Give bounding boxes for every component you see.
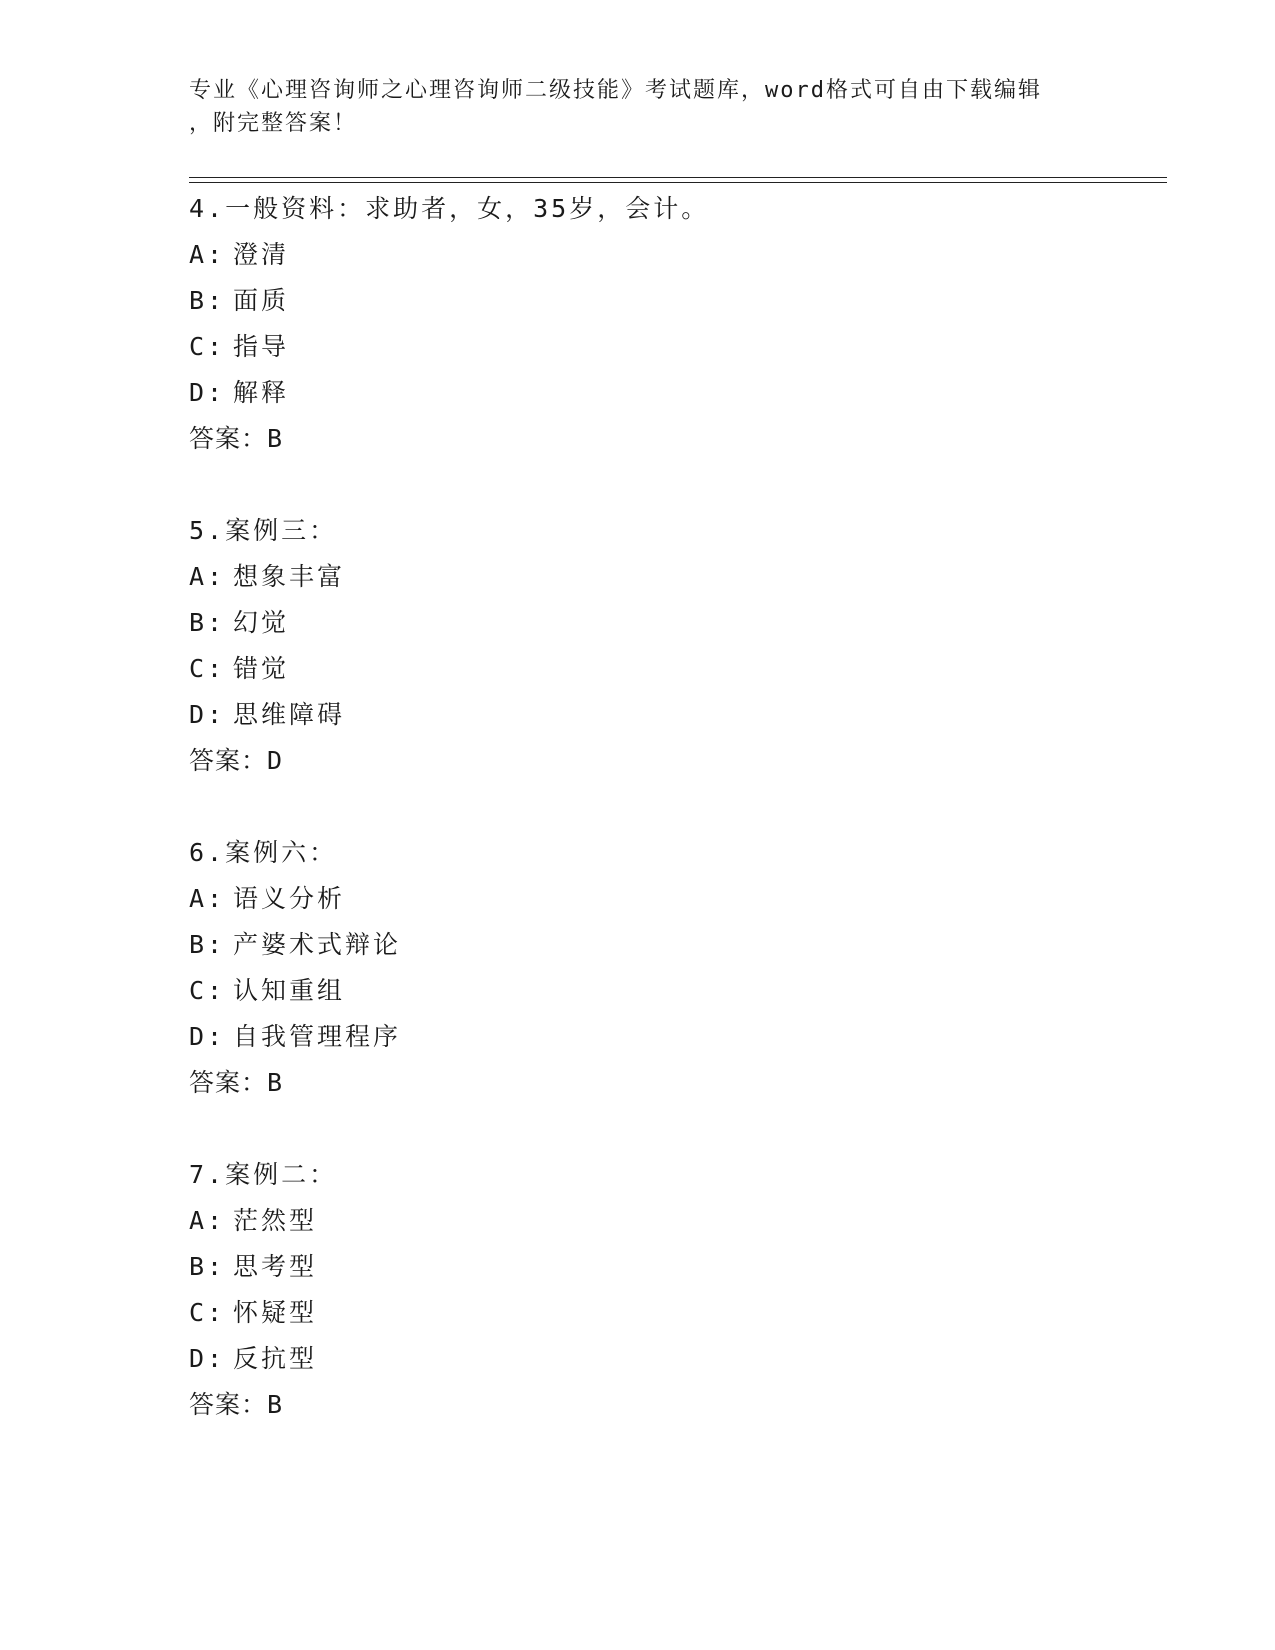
option-letter: B: bbox=[189, 930, 226, 959]
option-a bbox=[189, 232, 709, 278]
option-letter: B: bbox=[189, 286, 226, 315]
question-block bbox=[189, 830, 401, 1106]
option-text: 语义分析 bbox=[233, 884, 346, 913]
option-a bbox=[189, 554, 345, 600]
question-block bbox=[189, 186, 709, 462]
option-letter: A: bbox=[189, 562, 226, 591]
option-a bbox=[189, 876, 401, 922]
option-text: 幻觉 bbox=[233, 608, 290, 637]
answer-line bbox=[189, 1382, 337, 1428]
question-block bbox=[189, 508, 345, 784]
header-line-2: ，附完整答案！ bbox=[189, 111, 358, 136]
option-c bbox=[189, 968, 401, 1014]
option-letter: C: bbox=[189, 976, 226, 1005]
option-letter: A: bbox=[189, 1206, 226, 1235]
answer-value: D bbox=[267, 746, 285, 775]
option-text: 认知重组 bbox=[233, 976, 346, 1005]
header-divider-top bbox=[189, 177, 1167, 178]
option-text: 面质 bbox=[233, 286, 290, 315]
option-letter: C: bbox=[189, 654, 226, 683]
question-stem: 4.一般资料：求助者，女，35岁，会计。 bbox=[189, 194, 710, 223]
answer-line bbox=[189, 738, 345, 784]
option-text: 自我管理程序 bbox=[233, 1022, 402, 1051]
option-text: 产婆术式辩论 bbox=[233, 930, 402, 959]
question-stem: 7.案例二： bbox=[189, 1160, 338, 1189]
option-b bbox=[189, 1244, 337, 1290]
option-text: 解释 bbox=[233, 378, 290, 407]
answer-value: B bbox=[267, 424, 285, 453]
question-stem: 5.案例三： bbox=[189, 516, 338, 545]
header-divider-bottom bbox=[189, 182, 1167, 183]
answer-label: 答案： bbox=[189, 424, 268, 453]
option-letter: D: bbox=[189, 378, 226, 407]
option-b bbox=[189, 922, 401, 968]
option-letter: C: bbox=[189, 1298, 226, 1327]
answer-label: 答案： bbox=[189, 746, 268, 775]
option-letter: A: bbox=[189, 240, 226, 269]
question-block bbox=[189, 1152, 337, 1428]
option-c bbox=[189, 324, 709, 370]
option-letter: A: bbox=[189, 884, 226, 913]
option-c bbox=[189, 646, 345, 692]
option-d bbox=[189, 1014, 401, 1060]
option-c bbox=[189, 1290, 337, 1336]
option-letter: B: bbox=[189, 1252, 226, 1281]
option-text: 错觉 bbox=[233, 654, 290, 683]
option-d bbox=[189, 692, 345, 738]
document-header bbox=[189, 74, 1089, 140]
option-letter: D: bbox=[189, 700, 226, 729]
answer-value: B bbox=[267, 1390, 285, 1419]
option-d bbox=[189, 370, 709, 416]
option-letter: D: bbox=[189, 1344, 226, 1373]
option-text: 思维障碍 bbox=[233, 700, 346, 729]
header-line-1: 专业《心理咨询师之心理咨询师二级技能》考试题库，word格式可自由下载编辑 bbox=[189, 78, 1042, 103]
option-letter: C: bbox=[189, 332, 226, 361]
option-text: 茫然型 bbox=[233, 1206, 318, 1235]
answer-value: B bbox=[267, 1068, 285, 1097]
option-text: 怀疑型 bbox=[233, 1298, 318, 1327]
question-stem: 6.案例六： bbox=[189, 838, 338, 867]
answer-label: 答案： bbox=[189, 1068, 268, 1097]
option-letter: B: bbox=[189, 608, 226, 637]
option-letter: D: bbox=[189, 1022, 226, 1051]
option-text: 反抗型 bbox=[233, 1344, 318, 1373]
answer-line bbox=[189, 416, 709, 462]
answer-label: 答案： bbox=[189, 1390, 268, 1419]
option-d bbox=[189, 1336, 337, 1382]
option-text: 澄清 bbox=[233, 240, 290, 269]
answer-line bbox=[189, 1060, 401, 1106]
option-text: 思考型 bbox=[233, 1252, 318, 1281]
option-b bbox=[189, 600, 345, 646]
option-text: 想象丰富 bbox=[233, 562, 346, 591]
option-a bbox=[189, 1198, 337, 1244]
option-b bbox=[189, 278, 709, 324]
option-text: 指导 bbox=[233, 332, 290, 361]
